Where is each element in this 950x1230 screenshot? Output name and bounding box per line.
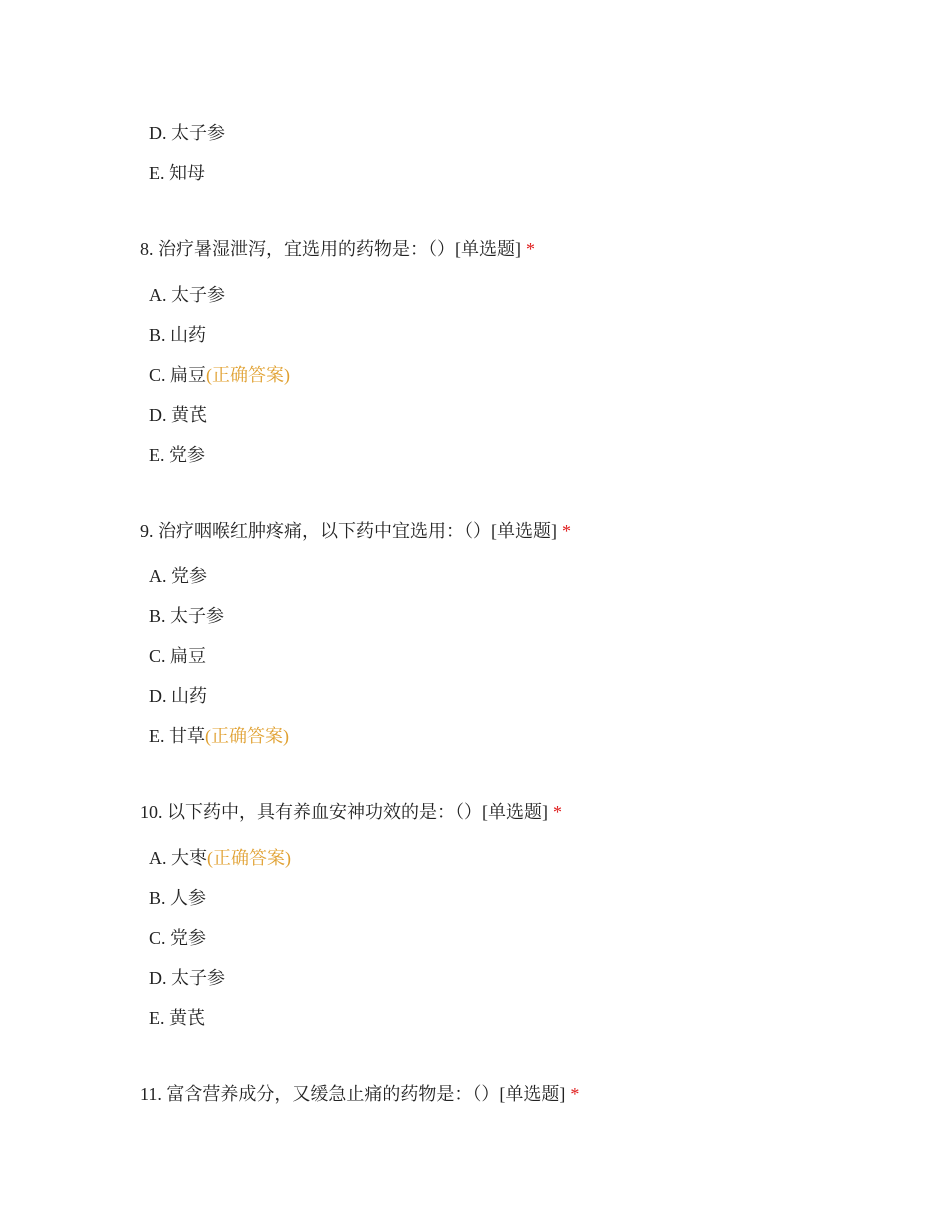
q10-option-e	[149, 1006, 205, 1030]
option-label: E. 甘草	[149, 726, 205, 746]
option-label: B. 人参	[149, 888, 207, 908]
q8-option-d	[149, 403, 207, 427]
option-label: C. 扁豆	[149, 365, 207, 385]
required-mark: *	[553, 802, 562, 822]
question-text: 10. 以下药中，具有养血安神功效的是：（）[单选题]	[140, 802, 548, 822]
correct-answer-note: (正确答案)	[207, 848, 291, 868]
required-mark: *	[570, 1084, 580, 1104]
option-label: B. 山药	[149, 325, 207, 345]
option-label: C. 党参	[149, 928, 207, 948]
q8-option-a	[149, 283, 225, 307]
correct-answer-note: (正确答案)	[206, 365, 291, 385]
q9-option-e	[149, 724, 289, 748]
option-label: B. 太子参	[149, 606, 225, 626]
q8-option-e	[149, 443, 205, 467]
q8-option-c	[149, 363, 290, 387]
q9-title	[140, 519, 571, 543]
correct-answer-note: (正确答案)	[205, 726, 289, 746]
q8-option-b	[149, 323, 206, 347]
option-label: D. 山药	[149, 686, 207, 706]
q10-option-c	[149, 926, 206, 950]
q9-option-a	[149, 564, 207, 588]
q9-option-d	[149, 684, 207, 708]
q7-option-e	[149, 161, 205, 185]
q10-title	[140, 800, 562, 824]
option-label: D. 黄芪	[149, 405, 207, 425]
q7-option-d	[149, 121, 225, 145]
q9-option-c	[149, 644, 206, 668]
option-label: C. 扁豆	[149, 646, 207, 666]
option-label: E. 知母	[149, 163, 205, 183]
option-label: A. 党参	[149, 566, 207, 586]
required-mark: *	[562, 521, 571, 541]
q10-option-b	[149, 886, 206, 910]
q9-option-b	[149, 604, 224, 628]
q10-option-a	[149, 846, 291, 870]
option-label: D. 太子参	[149, 123, 225, 143]
q11-title	[140, 1082, 579, 1106]
q8-title	[140, 237, 535, 261]
question-text: 8. 治疗暑湿泄泻，宜选用的药物是：（）[单选题]	[140, 239, 521, 259]
required-mark: *	[526, 239, 535, 259]
option-label: A. 太子参	[149, 285, 225, 305]
option-label: D. 太子参	[149, 968, 225, 988]
option-label: A. 大枣	[149, 848, 207, 868]
q10-option-d	[149, 966, 225, 990]
option-label: E. 黄芪	[149, 1008, 205, 1028]
question-text: 9. 治疗咽喉红肿疼痛，以下药中宜选用：（）[单选题]	[140, 521, 557, 541]
option-label: E. 党参	[149, 445, 205, 465]
question-text: 11. 富含营养成分，又缓急止痛的药物是：（）[单选题]	[140, 1084, 566, 1104]
